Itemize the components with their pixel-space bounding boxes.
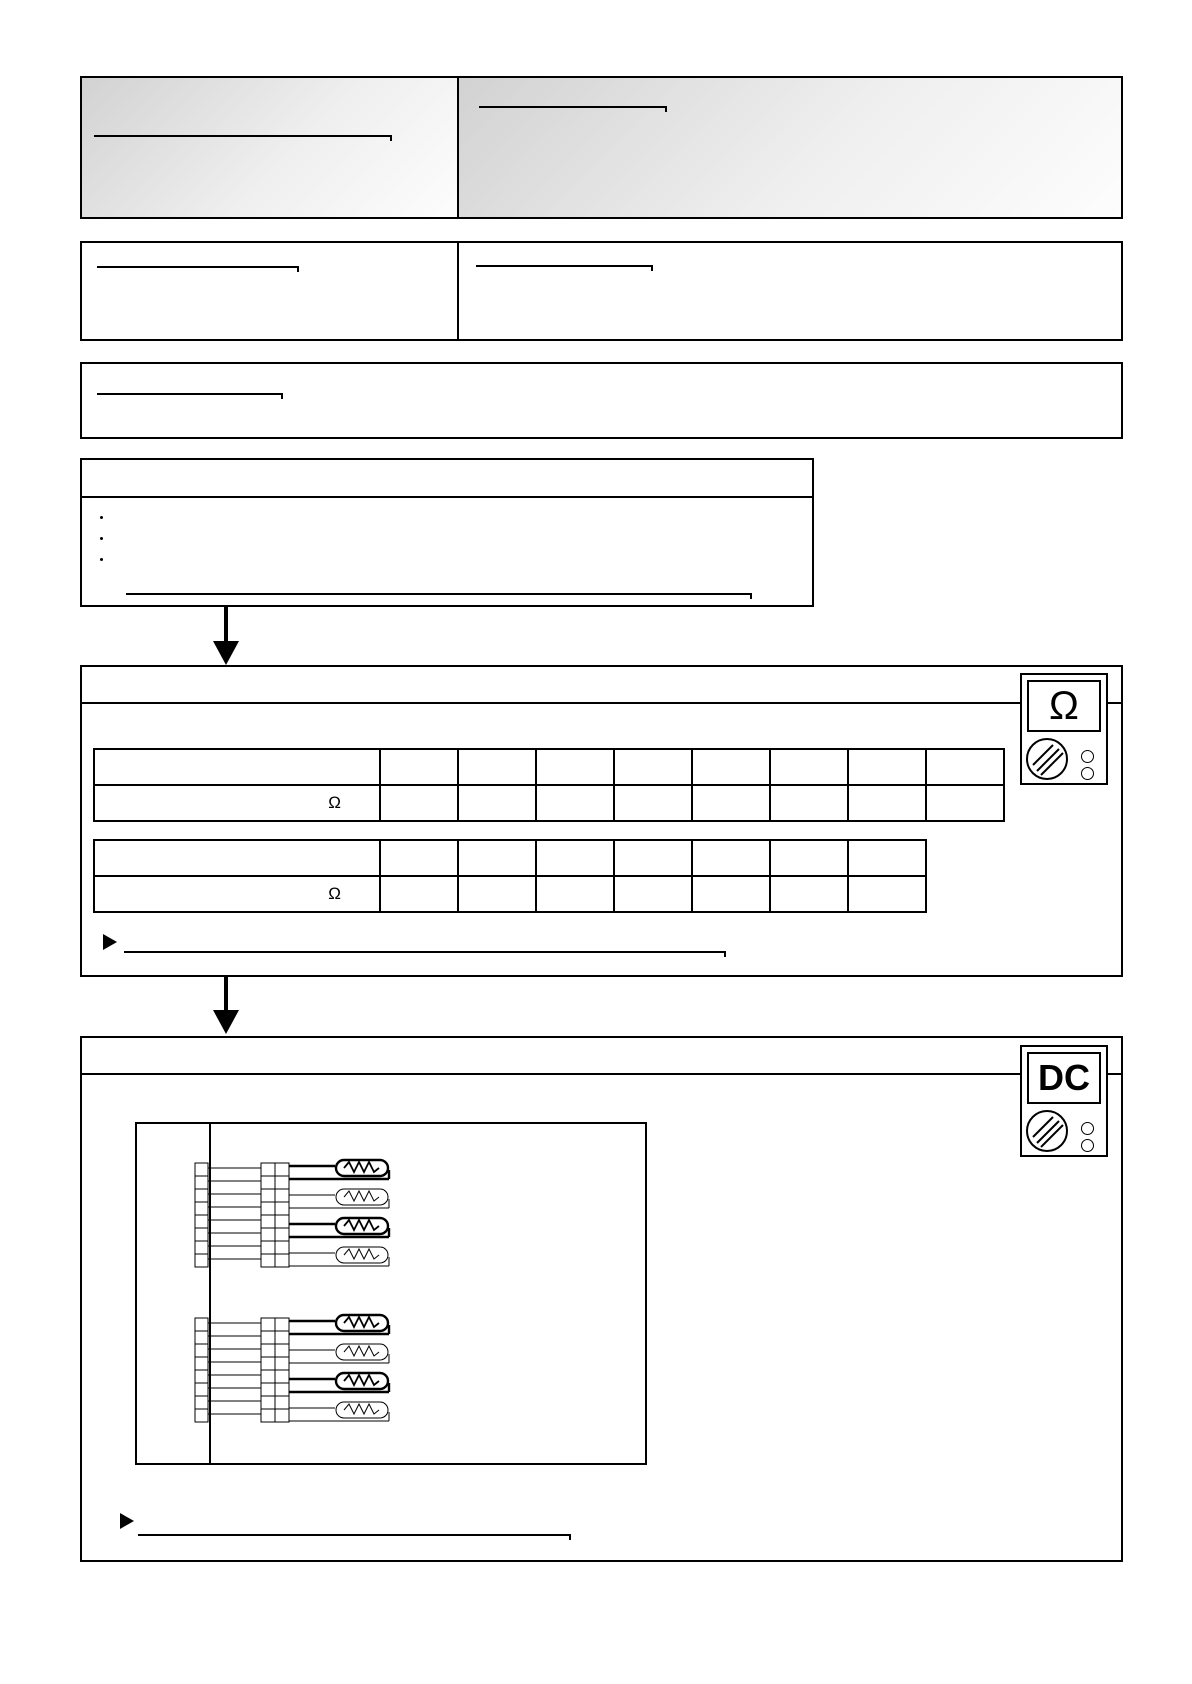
terminal-pin [195,1409,208,1422]
resistance-table-2 [93,839,927,913]
terminal-pin [195,1241,208,1254]
precheck-bullet-3 [100,558,103,561]
connector-pin [261,1163,275,1176]
precheck-underline [126,593,750,595]
terminal-pin [195,1254,208,1267]
down-arrow-icon [211,976,241,1038]
connector-pin [275,1228,289,1241]
top-left-underline [94,135,390,137]
connector-pin [275,1383,289,1396]
connector-pin [275,1215,289,1228]
top-right-underline [479,106,665,108]
terminal-pin [195,1318,208,1331]
connector-pin [261,1318,275,1331]
dc-meter-screen [1027,1052,1101,1104]
terminal-pin [195,1189,208,1202]
wide-underline [97,393,281,395]
table-cell [614,876,692,912]
voltage-title-rule [82,1073,1121,1075]
resistance-title-rule [82,702,1121,704]
terminal-pin [195,1370,208,1383]
table-cell [458,840,536,876]
table-cell [848,876,926,912]
connector-pin [275,1331,289,1344]
connector-pin [261,1357,275,1370]
pointer-triangle-icon [103,934,117,950]
down-arrow-icon [211,607,241,667]
connector-pin [261,1241,275,1254]
table1-unit-cell: Ω [94,785,380,821]
connector-pin [261,1189,275,1202]
table-cell [458,749,536,785]
connector-pin [275,1357,289,1370]
table-cell [770,840,848,876]
top-left-panel [80,76,461,219]
connector-pin [275,1370,289,1383]
table-cell [458,785,536,821]
table-cell [380,785,458,821]
connector-pin [261,1202,275,1215]
table-cell [536,840,614,876]
dc-meter-dial [1026,1110,1068,1152]
table-cell [536,876,614,912]
terminal-pin [195,1357,208,1370]
ohm-meter-jack-2 [1081,767,1094,780]
dc-meter-jack-1 [1081,1122,1094,1135]
pointer-triangle-icon [120,1513,134,1529]
connector-pin [261,1370,275,1383]
precheck-bullet-1 [100,516,103,519]
precheck-bullet-2 [100,537,103,540]
connector-pin [261,1383,275,1396]
connector-pin [275,1202,289,1215]
resistance-table-1 [93,748,1005,822]
ohm-meter-screen [1027,680,1101,732]
wide-panel [80,362,1123,439]
terminal-pin [195,1163,208,1176]
table-cell [770,785,848,821]
table-cell [848,749,926,785]
terminal-pin [195,1215,208,1228]
table-cell [614,749,692,785]
table-cell [848,785,926,821]
table-cell [380,749,458,785]
connector-pin [275,1344,289,1357]
ohm-meter-jack-1 [1081,750,1094,763]
connector-pin [275,1163,289,1176]
table1-header-cell [94,749,380,785]
terminal-pin [195,1202,208,1215]
precheck-panel [80,458,814,607]
terminal-pin [195,1383,208,1396]
table-cell [770,749,848,785]
table2-header-cell [94,840,380,876]
table-cell [614,840,692,876]
ohm-meter-dial [1026,738,1068,780]
connector-pin [275,1396,289,1409]
terminal-pin [195,1344,208,1357]
table-cell [536,749,614,785]
table-cell [692,840,770,876]
connector-pin [261,1176,275,1189]
wiring-diagram [135,1122,647,1466]
table2-unit-cell: Ω [94,876,380,912]
table-cell [380,840,458,876]
connector-pin [261,1344,275,1357]
terminal-pin [195,1331,208,1344]
table-cell [692,876,770,912]
connector-pin [275,1254,289,1267]
table-cell [614,785,692,821]
dc-meter-icon [1020,1045,1108,1157]
connector-pin [261,1409,275,1422]
ohm-symbol: Ω [1049,683,1079,728]
voltage-note-underline [138,1534,569,1536]
mid-left-panel [80,241,461,341]
table-cell [926,785,1004,821]
table-cell [692,785,770,821]
top-right-panel [457,76,1123,219]
mid-right-underline [476,265,651,267]
mid-right-panel [457,241,1123,341]
table-cell [770,876,848,912]
connector-pin [261,1215,275,1228]
connector-pin [261,1254,275,1267]
table-cell [692,749,770,785]
connector-pin [275,1189,289,1202]
resistance-note-underline [124,951,724,953]
connector-pin [275,1318,289,1331]
ohm-meter-icon [1020,673,1108,785]
table-cell [380,876,458,912]
connector-pin [275,1241,289,1254]
table-cell [926,749,1004,785]
connector-pin [261,1331,275,1344]
connector-pin [261,1396,275,1409]
terminal-pin [195,1396,208,1409]
connector-pin [275,1409,289,1422]
mid-left-underline [97,266,297,268]
terminal-pin [195,1228,208,1241]
connector-pin [275,1176,289,1189]
voltage-step-panel [80,1036,1123,1562]
table-cell [458,876,536,912]
dc-symbol: DC [1038,1057,1090,1098]
table-cell [536,785,614,821]
precheck-title-rule [82,496,812,498]
dc-meter-jack-2 [1081,1139,1094,1152]
resistance-step-panel [80,665,1123,977]
connector-pin [261,1228,275,1241]
terminal-pin [195,1176,208,1189]
table-cell [848,840,926,876]
